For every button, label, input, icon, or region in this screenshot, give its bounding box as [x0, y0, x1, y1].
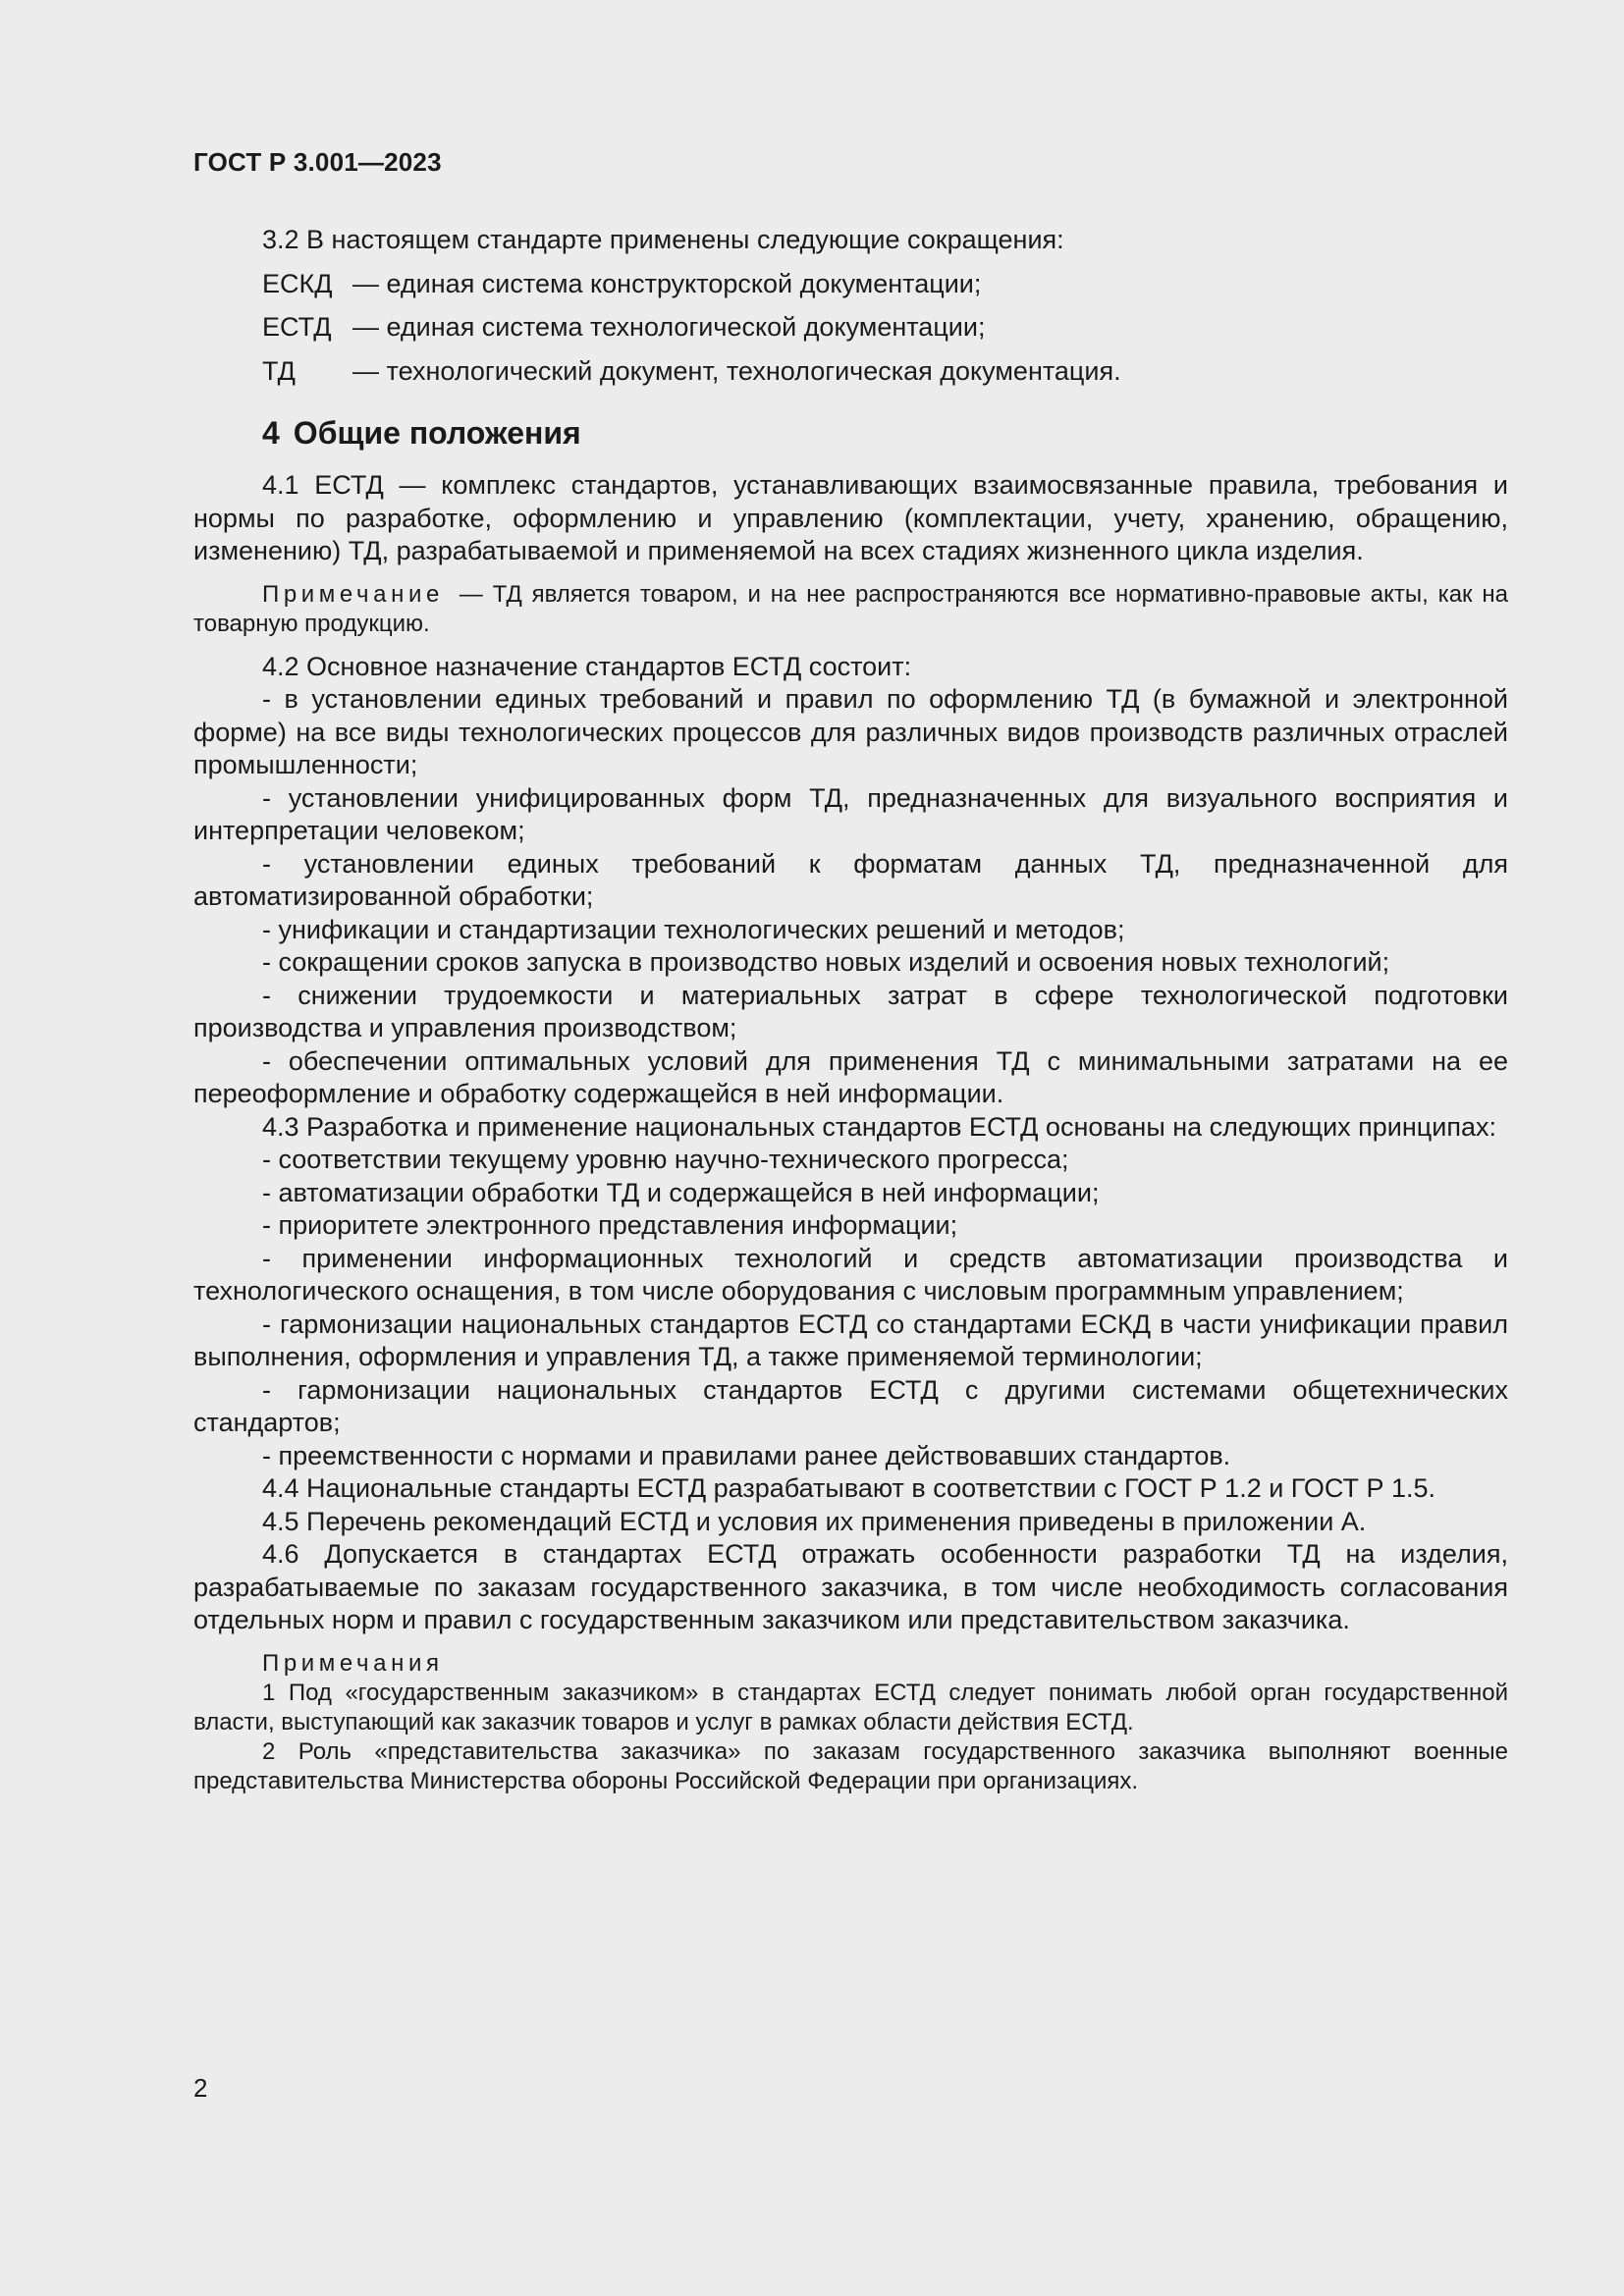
list-item: - приоритете электронного представления информации; — [262, 1210, 958, 1240]
section-number: 4 — [262, 415, 280, 451]
document-body — [193, 224, 1508, 1796]
section-title: Общие положения — [293, 415, 581, 451]
note-item: 2 Роль «представительства заказчика» по заказам государственного заказчика выполняют военные представительства Министерства обороны Российской Федерации при организациях. — [193, 1737, 1508, 1794]
clause-4-3: 4.3 Разработка и применение национальных стандартов ЕСТД основаны на следующих принципах: — [262, 1111, 1496, 1142]
notes-title: Примечания — [262, 1649, 444, 1677]
abbreviation-term: ЕСКД — [262, 268, 333, 298]
document-header: ГОСТ Р 3.001—2023 — [193, 147, 442, 177]
note-label: Примечание — [262, 580, 444, 608]
clause-4-1: 4.1 ЕСТД — комплекс стандартов, устанавливающих взаимосвязанные правила, требования и нормы по разработке, оформлению и управлению (комплектации, учету, хранению, обращению, изменению) ТД, разрабатываемой и применяемой на всех стадиях жизненного цикла изделия. — [193, 470, 1508, 565]
abbreviation-row — [193, 268, 1508, 301]
abbreviation-term: ТД — [262, 355, 296, 386]
list-item: - обеспечении оптимальных условий для применения ТД с минимальными затратами на ее переоформление и обработку содержащейся в ней информации. — [193, 1045, 1508, 1108]
abbreviation-list — [193, 268, 1508, 389]
abbreviation-definition: — технологический документ, технологическая документация. — [352, 355, 1121, 386]
list-item: - соответствии текущему уровню научно-технического прогресса; — [262, 1145, 1069, 1174]
abbreviation-row — [193, 355, 1508, 389]
clause-4-6: 4.6 Допускается в стандартах ЕСТД отражать особенности разработки ТД на изделия, разрабатываемые по заказам государственного заказчика, в том числе необходимость согласования отдельных норм и правил с государственным заказчиком или представительством заказчика. — [193, 1539, 1508, 1634]
clause-4-5: 4.5 Перечень рекомендаций ЕСТД и условия их применения приведены в приложении А. — [262, 1506, 1367, 1536]
page-number: 2 — [193, 2073, 208, 2103]
list-item: - установлении единых требований к форматам данных ТД, предназначенной для автоматизированной обработки; — [193, 848, 1508, 911]
note-4-1 — [193, 580, 1508, 639]
list-item: - установлении унифицированных форм ТД, предназначенных для визуального восприятия и интерпретации человеком; — [193, 782, 1508, 845]
abbreviation-term: ЕСТД — [262, 312, 332, 342]
list-item: - автоматизации обработки ТД и содержащейся в ней информации; — [262, 1177, 1100, 1207]
list-item: - унификации и стандартизации технологических решений и методов; — [262, 914, 1125, 944]
list-item: - в установлении единых требований и правил по оформлению ТД (в бумажной и электронной форме) на все виды технологических процессов для различных видов производств различных отраслей промышленности; — [193, 684, 1508, 779]
note-item: 1 Под «государственным заказчиком» в стандартах ЕСТД следует понимать любой орган государственной власти, выступающий как заказчик товаров и услуг в рамках области действия ЕСТД. — [193, 1679, 1508, 1735]
abbreviation-row — [193, 311, 1508, 345]
list-item: - преемственности с нормами и правилами ранее действовавших стандартов. — [262, 1440, 1231, 1470]
clause-4-4: 4.4 Национальные стандарты ЕСТД разрабатывают в соответствии с ГОСТ Р 1.2 и ГОСТ Р 1.5. — [262, 1473, 1436, 1503]
clause-3-2-intro: 3.2 В настоящем стандарте применены следующие сокращения: — [262, 225, 1064, 254]
list-item: - снижении трудоемкости и материальных затрат в сфере технологической подготовки производства и управления производством; — [193, 980, 1508, 1042]
list-item: - гармонизации национальных стандартов ЕСТД с другими системами общетехнических стандартов; — [193, 1374, 1508, 1437]
clause-4-2: 4.2 Основное назначение стандартов ЕСТД состоит: — [262, 651, 912, 681]
list-item: - сокращении сроков запуска в производство новых изделий и освоения новых технологий; — [262, 947, 1390, 977]
abbreviation-definition: — единая система конструкторской документации; — [352, 268, 982, 298]
note-text: — ТД является товаром, и на нее распространяются все нормативно-правовые акты, как на товарную продукцию. — [193, 580, 1508, 637]
abbreviation-definition: — единая система технологической документации; — [352, 312, 986, 342]
list-item: - гармонизации национальных стандартов ЕСТД со стандартами ЕСКД в части унификации правил выполнения, оформления и управления ТД, а также применяемой терминологии; — [193, 1308, 1508, 1371]
list-item: - применении информационных технологий и средств автоматизации производства и технологического оснащения, в том числе оборудования с числовым программным управлением; — [193, 1243, 1508, 1306]
section-heading — [262, 413, 1508, 453]
